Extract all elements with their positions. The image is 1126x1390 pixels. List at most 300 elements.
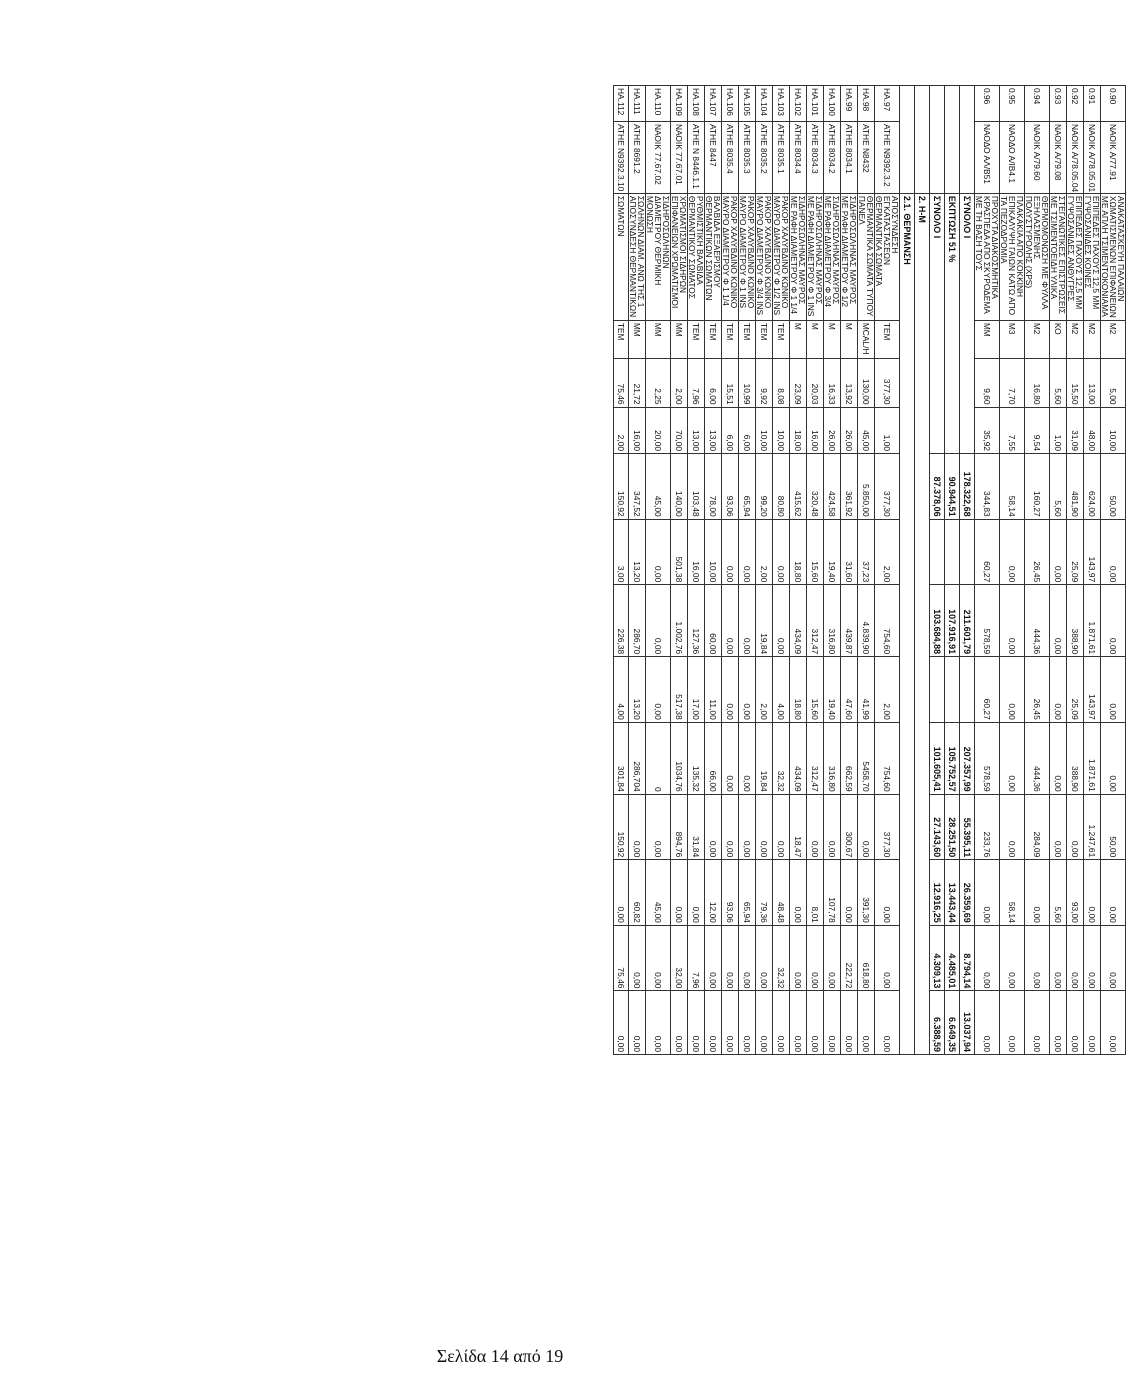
cell-unit: ΜΜ xyxy=(671,320,688,358)
cell-c6: 0,00 xyxy=(722,722,739,794)
cell-c9: 0,00 xyxy=(629,925,646,991)
cell-c3: 60,27 xyxy=(975,519,1000,585)
table-row xyxy=(807,86,824,1055)
cell-c3: 0,00 xyxy=(722,519,739,585)
cell-desc: ΣΙΔΗΡΟΣΩΛΗΝΑΣ ΜΑΥΡΟΣ ΜΕ ΡΑΦΗ ΔΙΑΜΕΤΡΟΥ Φ 3/4 xyxy=(824,193,841,320)
cell-c6: 312,47 xyxy=(807,722,824,794)
empty-cell xyxy=(900,86,915,194)
cell-c1: 20,00 xyxy=(646,407,671,454)
cell-c4: 1.871,61 xyxy=(1084,585,1101,657)
cell-c10: 13.037,94 xyxy=(960,991,975,1055)
cell-c2: 50,00 xyxy=(1101,454,1126,520)
cell-c9: 0,00 xyxy=(722,925,739,991)
cell-c1: 13,00 xyxy=(688,407,705,454)
cell-unit: ΜCAL/Η xyxy=(858,320,875,358)
cell-c7: 0,00 xyxy=(1067,794,1084,860)
cell-c2: 103,48 xyxy=(688,454,705,520)
cell-price: 75,46 xyxy=(614,358,629,407)
cell-c1: 2,00 xyxy=(614,407,629,454)
cell-code: ΗΑ.109 xyxy=(671,86,688,122)
cell-c2: 344,83 xyxy=(975,454,1000,520)
cell-c7: 27.143,60 xyxy=(930,794,945,860)
empty-cell xyxy=(960,86,975,194)
cell-art: ΝΑΟΙΚ Α/78.05.01 xyxy=(1084,121,1101,193)
cell-c5: 4,00 xyxy=(773,657,790,723)
empty-cell xyxy=(945,519,960,585)
cell-c8: 12.916,25 xyxy=(930,860,945,926)
cell-desc: ΡΑΚΟΡ ΧΑΛΥΒΔΙΝΟ ΚΩΝΙΚΟ ΜΑΥΡΟ ΔΙΑΜΕΤΡΟΥ Φ 3/4 INS xyxy=(756,193,773,320)
cell-c8: 79,36 xyxy=(756,860,773,926)
cell-c4: 103.684,88 xyxy=(930,585,945,657)
cell-c7: 1.247,61 xyxy=(1084,794,1101,860)
cell-c4: 0,00 xyxy=(1101,585,1126,657)
cell-c4: 211.601,79 xyxy=(960,585,975,657)
cell-c6: 301,84 xyxy=(614,722,629,794)
cell-c5: 41,99 xyxy=(858,657,875,723)
cell-desc: ΡΑΚΟΡ ΧΑΛΥΒΔΙΝΟ ΚΩΝΙΚΟ ΜΑΥΡΟ ΔΙΑΜΕΤΡΟΥ Φ 1 1/4 xyxy=(722,193,739,320)
cell-unit: Μ2 xyxy=(1067,320,1084,358)
cell-c8: 45,00 xyxy=(646,860,671,926)
cell-c7: 50,00 xyxy=(1101,794,1126,860)
cell-code: ΗΑ.103 xyxy=(773,86,790,122)
cost-table xyxy=(613,85,1126,1055)
cell-price: 15,50 xyxy=(1067,358,1084,407)
cell-c3: 0,00 xyxy=(739,519,756,585)
cell-desc: ΧΡΩΜΑΤΙΣΜΟΙ ΣΙΔΗΡΩΝ ΕΠΙΦΑΝΕΙΩΝ ΧΡΩΜΑΤΙΣΜΟΙ xyxy=(671,193,688,320)
cell-c4: 439,87 xyxy=(841,585,858,657)
cell-c1: 16,00 xyxy=(629,407,646,454)
cell-zero: 0,00 xyxy=(807,991,824,1055)
cell-price: 15,51 xyxy=(722,358,739,407)
cell-c1: 10,00 xyxy=(756,407,773,454)
table-row xyxy=(614,86,629,1055)
cell-c6: 0,00 xyxy=(1000,722,1025,794)
table-row xyxy=(1101,86,1126,1055)
cell-art: ΝΑΟΔΟ ΑΛ/Β51 xyxy=(975,121,1000,193)
cell-zero: 0,00 xyxy=(1050,991,1067,1055)
cell-c5: 0,00 xyxy=(646,657,671,723)
cell-c2: 45,00 xyxy=(646,454,671,520)
cell-c6: 444,36 xyxy=(1025,722,1050,794)
cell-c1: 18,00 xyxy=(790,407,807,454)
cell-c9: 0,00 xyxy=(1000,925,1025,991)
cell-c4: 60,00 xyxy=(705,585,722,657)
cell-label: ΕΚΠΤΩΣΗ 51 % xyxy=(945,193,960,453)
cell-art: ΑΤΗΕ 8034.4 xyxy=(790,121,807,193)
cell-art: ΑΤΗΕ 8691.2 xyxy=(629,121,646,193)
cell-c6: 0,00 xyxy=(1050,722,1067,794)
cell-c9: 618,80 xyxy=(858,925,875,991)
total-row xyxy=(930,86,945,1055)
cell-price: 9,60 xyxy=(975,358,1000,407)
cell-unit: Μ xyxy=(790,320,807,358)
cell-code: 0.94 xyxy=(1025,86,1050,122)
empty-cell xyxy=(930,657,945,723)
cell-unit: Μ2 xyxy=(1101,320,1126,358)
cell-c1: 13,00 xyxy=(705,407,722,454)
cell-c7: 0,00 xyxy=(739,794,756,860)
cell-c8: 0,00 xyxy=(688,860,705,926)
cell-c7: 0,00 xyxy=(756,794,773,860)
cell-c9: 8.794,14 xyxy=(960,925,975,991)
cell-c2: 90.944,51 xyxy=(945,454,960,520)
cell-c9: 0,00 xyxy=(824,925,841,991)
cell-c7: 31,84 xyxy=(688,794,705,860)
cell-c7: 18,47 xyxy=(790,794,807,860)
table-row xyxy=(688,86,705,1055)
cell-c4: 4.839,90 xyxy=(858,585,875,657)
table-row xyxy=(790,86,807,1055)
cell-c5: 26,45 xyxy=(1025,657,1050,723)
table-row xyxy=(975,86,1000,1055)
cell-c9: 0,00 xyxy=(1101,925,1126,991)
cell-c6: 286,704 xyxy=(629,722,646,794)
cell-zero: 0,00 xyxy=(841,991,858,1055)
cell-c7: 284,09 xyxy=(1025,794,1050,860)
cell-c4: 0,00 xyxy=(646,585,671,657)
cell-c9: 0,00 xyxy=(875,925,900,991)
cell-code: ΗΑ.108 xyxy=(688,86,705,122)
cell-c7: 55.395,11 xyxy=(960,794,975,860)
cell-price: 23,09 xyxy=(790,358,807,407)
cell-c4: 19,84 xyxy=(756,585,773,657)
cell-c5: 18,80 xyxy=(790,657,807,723)
cell-c2: 150,92 xyxy=(614,454,629,520)
cell-c2: 415,62 xyxy=(790,454,807,520)
cell-code: ΗΑ.106 xyxy=(722,86,739,122)
cell-price: 20,03 xyxy=(807,358,824,407)
cell-c8: 0,00 xyxy=(614,860,629,926)
table-row xyxy=(646,86,671,1055)
cell-zero: 0,00 xyxy=(1067,991,1084,1055)
cell-unit: ΜΜ xyxy=(629,320,646,358)
empty-cell xyxy=(960,519,975,585)
cell-c9: 0,00 xyxy=(705,925,722,991)
cell-c2: 424,58 xyxy=(824,454,841,520)
cell-c8: 93,00 xyxy=(1067,860,1084,926)
cell-c9: 0,00 xyxy=(739,925,756,991)
cell-art: ΑΤΗΕ Ν 8446.1.1 xyxy=(688,121,705,193)
cell-c5: 60,27 xyxy=(975,657,1000,723)
cell-c1: 1,00 xyxy=(1050,407,1067,454)
cell-c7: 0,00 xyxy=(646,794,671,860)
empty-cell xyxy=(915,86,930,194)
cell-code: ΗΑ.104 xyxy=(756,86,773,122)
table-row xyxy=(756,86,773,1055)
cell-c8: 0,00 xyxy=(841,860,858,926)
cell-c6: 0 xyxy=(646,722,671,794)
cell-c2: 65,94 xyxy=(739,454,756,520)
cell-c6: 434,09 xyxy=(790,722,807,794)
cell-zero: 0,00 xyxy=(824,991,841,1055)
cell-c8: 391,30 xyxy=(858,860,875,926)
cell-c8: 12,00 xyxy=(705,860,722,926)
cell-art: ΑΤΗΕ 8035.3 xyxy=(739,121,756,193)
total-row xyxy=(960,86,975,1055)
cell-code: ΗΑ.111 xyxy=(629,86,646,122)
cell-c1: 26,00 xyxy=(841,407,858,454)
cell-c6: 5458,70 xyxy=(858,722,875,794)
cell-c9: 4.485,01 xyxy=(945,925,960,991)
cell-c5: 517,38 xyxy=(671,657,688,723)
cell-art: ΝΑΟΔΟ Α/ΙΒ4.1 xyxy=(1000,121,1025,193)
cell-c3: 0,00 xyxy=(1000,519,1025,585)
cell-zero: 0,00 xyxy=(671,991,688,1055)
cell-label: ΣΥΝΟΛΟ Ι xyxy=(930,193,945,453)
cell-c5: 25,09 xyxy=(1067,657,1084,723)
cell-c3: 3,00 xyxy=(614,519,629,585)
cell-c6: 0,00 xyxy=(739,722,756,794)
cell-c9: 0,00 xyxy=(756,925,773,991)
cell-unit: ΤΕΜ xyxy=(614,320,629,358)
cell-price: 5,00 xyxy=(1101,358,1126,407)
cell-desc: ΡΥΘΜΙΣΤΙΚΗ ΒΑΛΒΙΔΑ ΘΕΡΜΑΝΤΙΚΟΥ ΣΩΜΑΤΟΣ xyxy=(688,193,705,320)
cell-desc: ΒΑΛΒΙΔΑ ΕΞΑΕΡΙΣΜΟΥ ΘΕΡΜΑΝΤΙΚΩΝ ΣΩΜΑΤΩΝ xyxy=(705,193,722,320)
cell-c1: 16,00 xyxy=(807,407,824,454)
cell-c4: 754,60 xyxy=(875,585,900,657)
cell-price: 6,00 xyxy=(705,358,722,407)
cell-price: 377,30 xyxy=(875,358,900,407)
table-row xyxy=(1067,86,1084,1055)
cell-c8: 26.359,69 xyxy=(960,860,975,926)
table-row xyxy=(773,86,790,1055)
cell-c9: 0,00 xyxy=(790,925,807,991)
cell-desc: ΠΡΟΧΥΤΑ ΔΙΑΚΟΣΜΗΤΙΚΑ ΚΡΑΣΠΕΔΑ ΑΠΟ ΣΚΥΡΟΔΕΜΑ ΜΕ ΤΗ ΒΑΣΗ ΤΟΥΣ xyxy=(975,193,1000,320)
cell-c5: 2,00 xyxy=(875,657,900,723)
cell-price: 16,80 xyxy=(1025,358,1050,407)
table-row xyxy=(705,86,722,1055)
empty-cell xyxy=(945,657,960,723)
cell-c3: 31,60 xyxy=(841,519,858,585)
cell-desc: ΣΙΔΗΡΟΣΩΛΗΝΑΣ ΜΑΥΡΟΣ ΜΕ ΡΑΦΗ ΔΙΑΜΕΤΡΟΥ Φ 1/2 xyxy=(841,193,858,320)
cell-c3: 26,45 xyxy=(1025,519,1050,585)
cell-c4: 444,36 xyxy=(1025,585,1050,657)
cell-c3: 0,00 xyxy=(1050,519,1067,585)
cell-c7: 150,92 xyxy=(614,794,629,860)
cell-desc: ΡΑΚΟΡ ΧΑΛΥΒΔΙΝΟ ΚΩΝΙΚΟ ΜΑΥΡΟ ΔΙΑΜΕΤΡΟΥ Φ 1/2 INS xyxy=(773,193,790,320)
cell-c5: 0,00 xyxy=(722,657,739,723)
cell-c4: 388,90 xyxy=(1067,585,1084,657)
cell-c2: 87.378,06 xyxy=(930,454,945,520)
page-number: Σελίδα 14 από 19 xyxy=(436,1346,564,1366)
cell-zero: 0,00 xyxy=(1101,991,1126,1055)
cell-c7: 300,67 xyxy=(841,794,858,860)
cell-price: 16,33 xyxy=(824,358,841,407)
cell-unit: ΤΕΜ xyxy=(688,320,705,358)
cell-c4: 1.002,76 xyxy=(671,585,688,657)
cell-c5: 0,00 xyxy=(1050,657,1067,723)
cell-c4: 312,47 xyxy=(807,585,824,657)
cell-desc: ΣΩΛΗΝΩΝ ΔΙΑΜ. ΑΝΩ ΤΗΣ 1 ΑΠΟΣΥΝΔΕΣΗ ΘΕΡΜΑΝΤΙΚΩΝ xyxy=(629,193,646,320)
cell-desc: ΣΩΜΑΤΩΝ xyxy=(614,193,629,320)
cell-c8: 58,14 xyxy=(1000,860,1025,926)
cell-desc: ΕΠΙΠΕΔΕΣ ΠΑΧΟΥΣ 12,5 ΜΜ ΓΥΨΟΣΑΝΙΔΕΣ ΑΝΘΥΓΡΕΣ xyxy=(1067,193,1084,320)
cell-art: ΑΤΗΕ 8035.2 xyxy=(756,121,773,193)
cell-unit: Μ2 xyxy=(1025,320,1050,358)
cell-c5: 11,00 xyxy=(705,657,722,723)
cell-c2: 624,00 xyxy=(1084,454,1101,520)
cell-art: ΝΑΟΙΚ 77.67.02 xyxy=(646,121,671,193)
cell-c6: 754,60 xyxy=(875,722,900,794)
cell-c5: 19,40 xyxy=(824,657,841,723)
cell-c8: 0,00 xyxy=(975,860,1000,926)
cell-desc: ΣΙΔΗΡΟΣΩΛΗΝΑΣ ΜΑΥΡΟΣ ΜΕ ΡΑΦΗ ΔΙΑΜΕΤΡΟΥ Φ 1 1/4 xyxy=(790,193,807,320)
cell-zero: 0,00 xyxy=(705,991,722,1055)
cell-zero: 0,00 xyxy=(773,991,790,1055)
cell-c8: 93,06 xyxy=(722,860,739,926)
empty-cell xyxy=(930,519,945,585)
cell-c8: 60,82 xyxy=(629,860,646,926)
cell-c6: 1.871,61 xyxy=(1084,722,1101,794)
table-row xyxy=(1084,86,1101,1055)
cell-code: 0.96 xyxy=(975,86,1000,122)
cell-c3: 501,38 xyxy=(671,519,688,585)
cell-desc: ΑΠΟΣΥΝΔΕΣΗ ΕΓΚΑΤΑΣΤΑΣΕΩΝ ΘΕΡΜΑΝΤΙΚΑ ΣΩΜΑΤΑ xyxy=(875,193,900,320)
cell-c3: 15,60 xyxy=(807,519,824,585)
cell-c2: 320,48 xyxy=(807,454,824,520)
cell-zero: 0,00 xyxy=(975,991,1000,1055)
cell-price: 9,92 xyxy=(756,358,773,407)
cell-code: ΗΑ.101 xyxy=(807,86,824,122)
cell-price: 7,96 xyxy=(688,358,705,407)
cell-zero: 0,00 xyxy=(1000,991,1025,1055)
cell-code: ΗΑ.107 xyxy=(705,86,722,122)
cell-desc: ΑΝΑΚΑΤΑΣΚΕΥΗ ΠΑΛΑΙΩΝ ΧΩΜΑΤΙΣΜΕΝΩΝ ΕΠΙΦΑΝΕΙΩΝ ΜΕ ΑΠΛΗ ΤΣΙΜΕΝΤΟΚΟΝΙΑΜΑ xyxy=(1101,193,1126,320)
cell-c3: 16,00 xyxy=(688,519,705,585)
cell-c7: 28.251,50 xyxy=(945,794,960,860)
cell-desc: ΣΤΕΓΑΝΩΤΙΚΕΣ ΕΠΙΣΤΡΩΣΕΙΣ ΜΕ ΤΣΙΜΕΝΤΟΕΙΔΗ ΥΛΙΚΑ xyxy=(1050,193,1067,320)
cell-code: ΗΑ.98 xyxy=(858,86,875,122)
cell-c9: 0,00 xyxy=(646,925,671,991)
cell-desc: ΠΛΑΚΑΚΙΑ ΑΠΟ ΚΟΚΚΙΝΗ ΕΠΙΚΑΛΥΨΗ ΓΑΙΩΝ ΚΑΤΩ ΑΠΟ ΤΑ ΠΕΖΟΔΡΟΜΙΑ xyxy=(1000,193,1025,320)
cell-c3: 25,09 xyxy=(1067,519,1084,585)
table-row xyxy=(1050,86,1067,1055)
cell-unit: ΤΕΜ xyxy=(773,320,790,358)
cell-code: 0.90 xyxy=(1101,86,1126,122)
cell-c7: 0,00 xyxy=(807,794,824,860)
cell-code: ΗΑ.102 xyxy=(790,86,807,122)
cell-c9: 7,96 xyxy=(688,925,705,991)
cell-c7: 894,76 xyxy=(671,794,688,860)
cell-c2: 178.322,68 xyxy=(960,454,975,520)
cell-c5: 143,97 xyxy=(1084,657,1101,723)
cell-unit: ΤΕΜ xyxy=(875,320,900,358)
cell-art: ΑΤΗΕ Ν8432 xyxy=(858,121,875,193)
cell-art: ΝΑΟΙΚ Α/77.91 xyxy=(1101,121,1126,193)
cell-unit: Μ xyxy=(841,320,858,358)
cell-c2: 377,30 xyxy=(875,454,900,520)
cell-code: 0.95 xyxy=(1000,86,1025,122)
cell-c9: 75,46 xyxy=(614,925,629,991)
cell-c2: 99,20 xyxy=(756,454,773,520)
cell-unit: ΜΜ xyxy=(975,320,1000,358)
cell-c3: 0,00 xyxy=(773,519,790,585)
cell-c7: 0,00 xyxy=(722,794,739,860)
cell-code: ΗΑ.99 xyxy=(841,86,858,122)
section-heading-row xyxy=(915,86,930,1055)
cell-c9: 0,00 xyxy=(807,925,824,991)
table-row xyxy=(824,86,841,1055)
cell-c2: 361,92 xyxy=(841,454,858,520)
cell-art: ΑΤΗΕ Ν9392.3.10 xyxy=(614,121,629,193)
cell-c7: 0,00 xyxy=(705,794,722,860)
cell-unit: Μ xyxy=(824,320,841,358)
cell-c7: 0,00 xyxy=(773,794,790,860)
cell-unit: Μ3 xyxy=(1000,320,1025,358)
cell-art: ΑΤΗΕ 8447 xyxy=(705,121,722,193)
cell-c6: 135,32 xyxy=(688,722,705,794)
cell-c10: 6.388,59 xyxy=(930,991,945,1055)
cell-c1: 31,09 xyxy=(1067,407,1084,454)
cell-price: 2,25 xyxy=(646,358,671,407)
empty-cell xyxy=(945,86,960,194)
cell-label: 2. Η-Μ xyxy=(915,193,930,1054)
cell-c3: 2,00 xyxy=(875,519,900,585)
cell-unit: ΤΕΜ xyxy=(756,320,773,358)
cell-c4: 0,00 xyxy=(739,585,756,657)
cell-c4: 434,09 xyxy=(790,585,807,657)
cell-c8: 0,00 xyxy=(1025,860,1050,926)
cell-c2: 78,00 xyxy=(705,454,722,520)
cell-price: 130,00 xyxy=(858,358,875,407)
cell-c6: 1034,76 xyxy=(671,722,688,794)
cell-c6: 662,59 xyxy=(841,722,858,794)
section-heading-row xyxy=(900,86,915,1055)
cell-c1: 26,00 xyxy=(824,407,841,454)
cell-art: ΝΑΟΙΚ Α/78.05.04 xyxy=(1067,121,1084,193)
cell-unit: ΤΕΜ xyxy=(705,320,722,358)
cell-c1: 7,55 xyxy=(1000,407,1025,454)
cell-c2: 481,90 xyxy=(1067,454,1084,520)
cell-price: 13,00 xyxy=(1084,358,1101,407)
cell-code: 0.91 xyxy=(1084,86,1101,122)
cell-c6: 32,32 xyxy=(773,722,790,794)
cell-c6: 19,84 xyxy=(756,722,773,794)
cell-desc: ΕΠΙΠΕΔΕΣ ΠΑΧΟΥΣ 12,5 ΜΜ ΓΥΨΟΣΑΝΙΔΕΣ ΚΟΙΝΕΣ xyxy=(1084,193,1101,320)
cell-code: ΗΑ.105 xyxy=(739,86,756,122)
cell-art: ΝΑΟΙΚ Α/79.60 xyxy=(1025,121,1050,193)
cell-zero: 0,00 xyxy=(875,991,900,1055)
cell-c7: 0,00 xyxy=(1000,794,1025,860)
cell-c1: 6,00 xyxy=(739,407,756,454)
cell-art: ΝΑΟΙΚ Α/79.08 xyxy=(1050,121,1067,193)
table-row xyxy=(875,86,900,1055)
cell-c6: 66,00 xyxy=(705,722,722,794)
cell-zero: 0,00 xyxy=(688,991,705,1055)
cell-c4: 316,80 xyxy=(824,585,841,657)
cell-c5: 13,20 xyxy=(629,657,646,723)
cell-c8: 48,48 xyxy=(773,860,790,926)
cell-c5: 0,00 xyxy=(1000,657,1025,723)
cell-c7: 377,30 xyxy=(875,794,900,860)
cell-unit: ΜΜ xyxy=(646,320,671,358)
cell-zero: 0,00 xyxy=(1025,991,1050,1055)
cell-desc: ΘΕΡΜΑΝΤΙΚΑ ΣΩΜΑΤΑ ΤΥΠΟΥ ΠΑΝΕΛ xyxy=(858,193,875,320)
cell-c9: 0,00 xyxy=(1050,925,1067,991)
cell-zero: 0,00 xyxy=(1084,991,1101,1055)
cell-unit: ΚΟ xyxy=(1050,320,1067,358)
cell-c8: 5,60 xyxy=(1050,860,1067,926)
cell-art: ΝΑΟΙΚ 77.67.01 xyxy=(671,121,688,193)
cell-c9: 0,00 xyxy=(975,925,1000,991)
table-row xyxy=(722,86,739,1055)
cell-c4: 0,00 xyxy=(1050,585,1067,657)
cell-c8: 0,00 xyxy=(790,860,807,926)
table-row xyxy=(671,86,688,1055)
cell-c8: 0,00 xyxy=(875,860,900,926)
cell-zero: 0,00 xyxy=(646,991,671,1055)
cell-c8: 65,94 xyxy=(739,860,756,926)
